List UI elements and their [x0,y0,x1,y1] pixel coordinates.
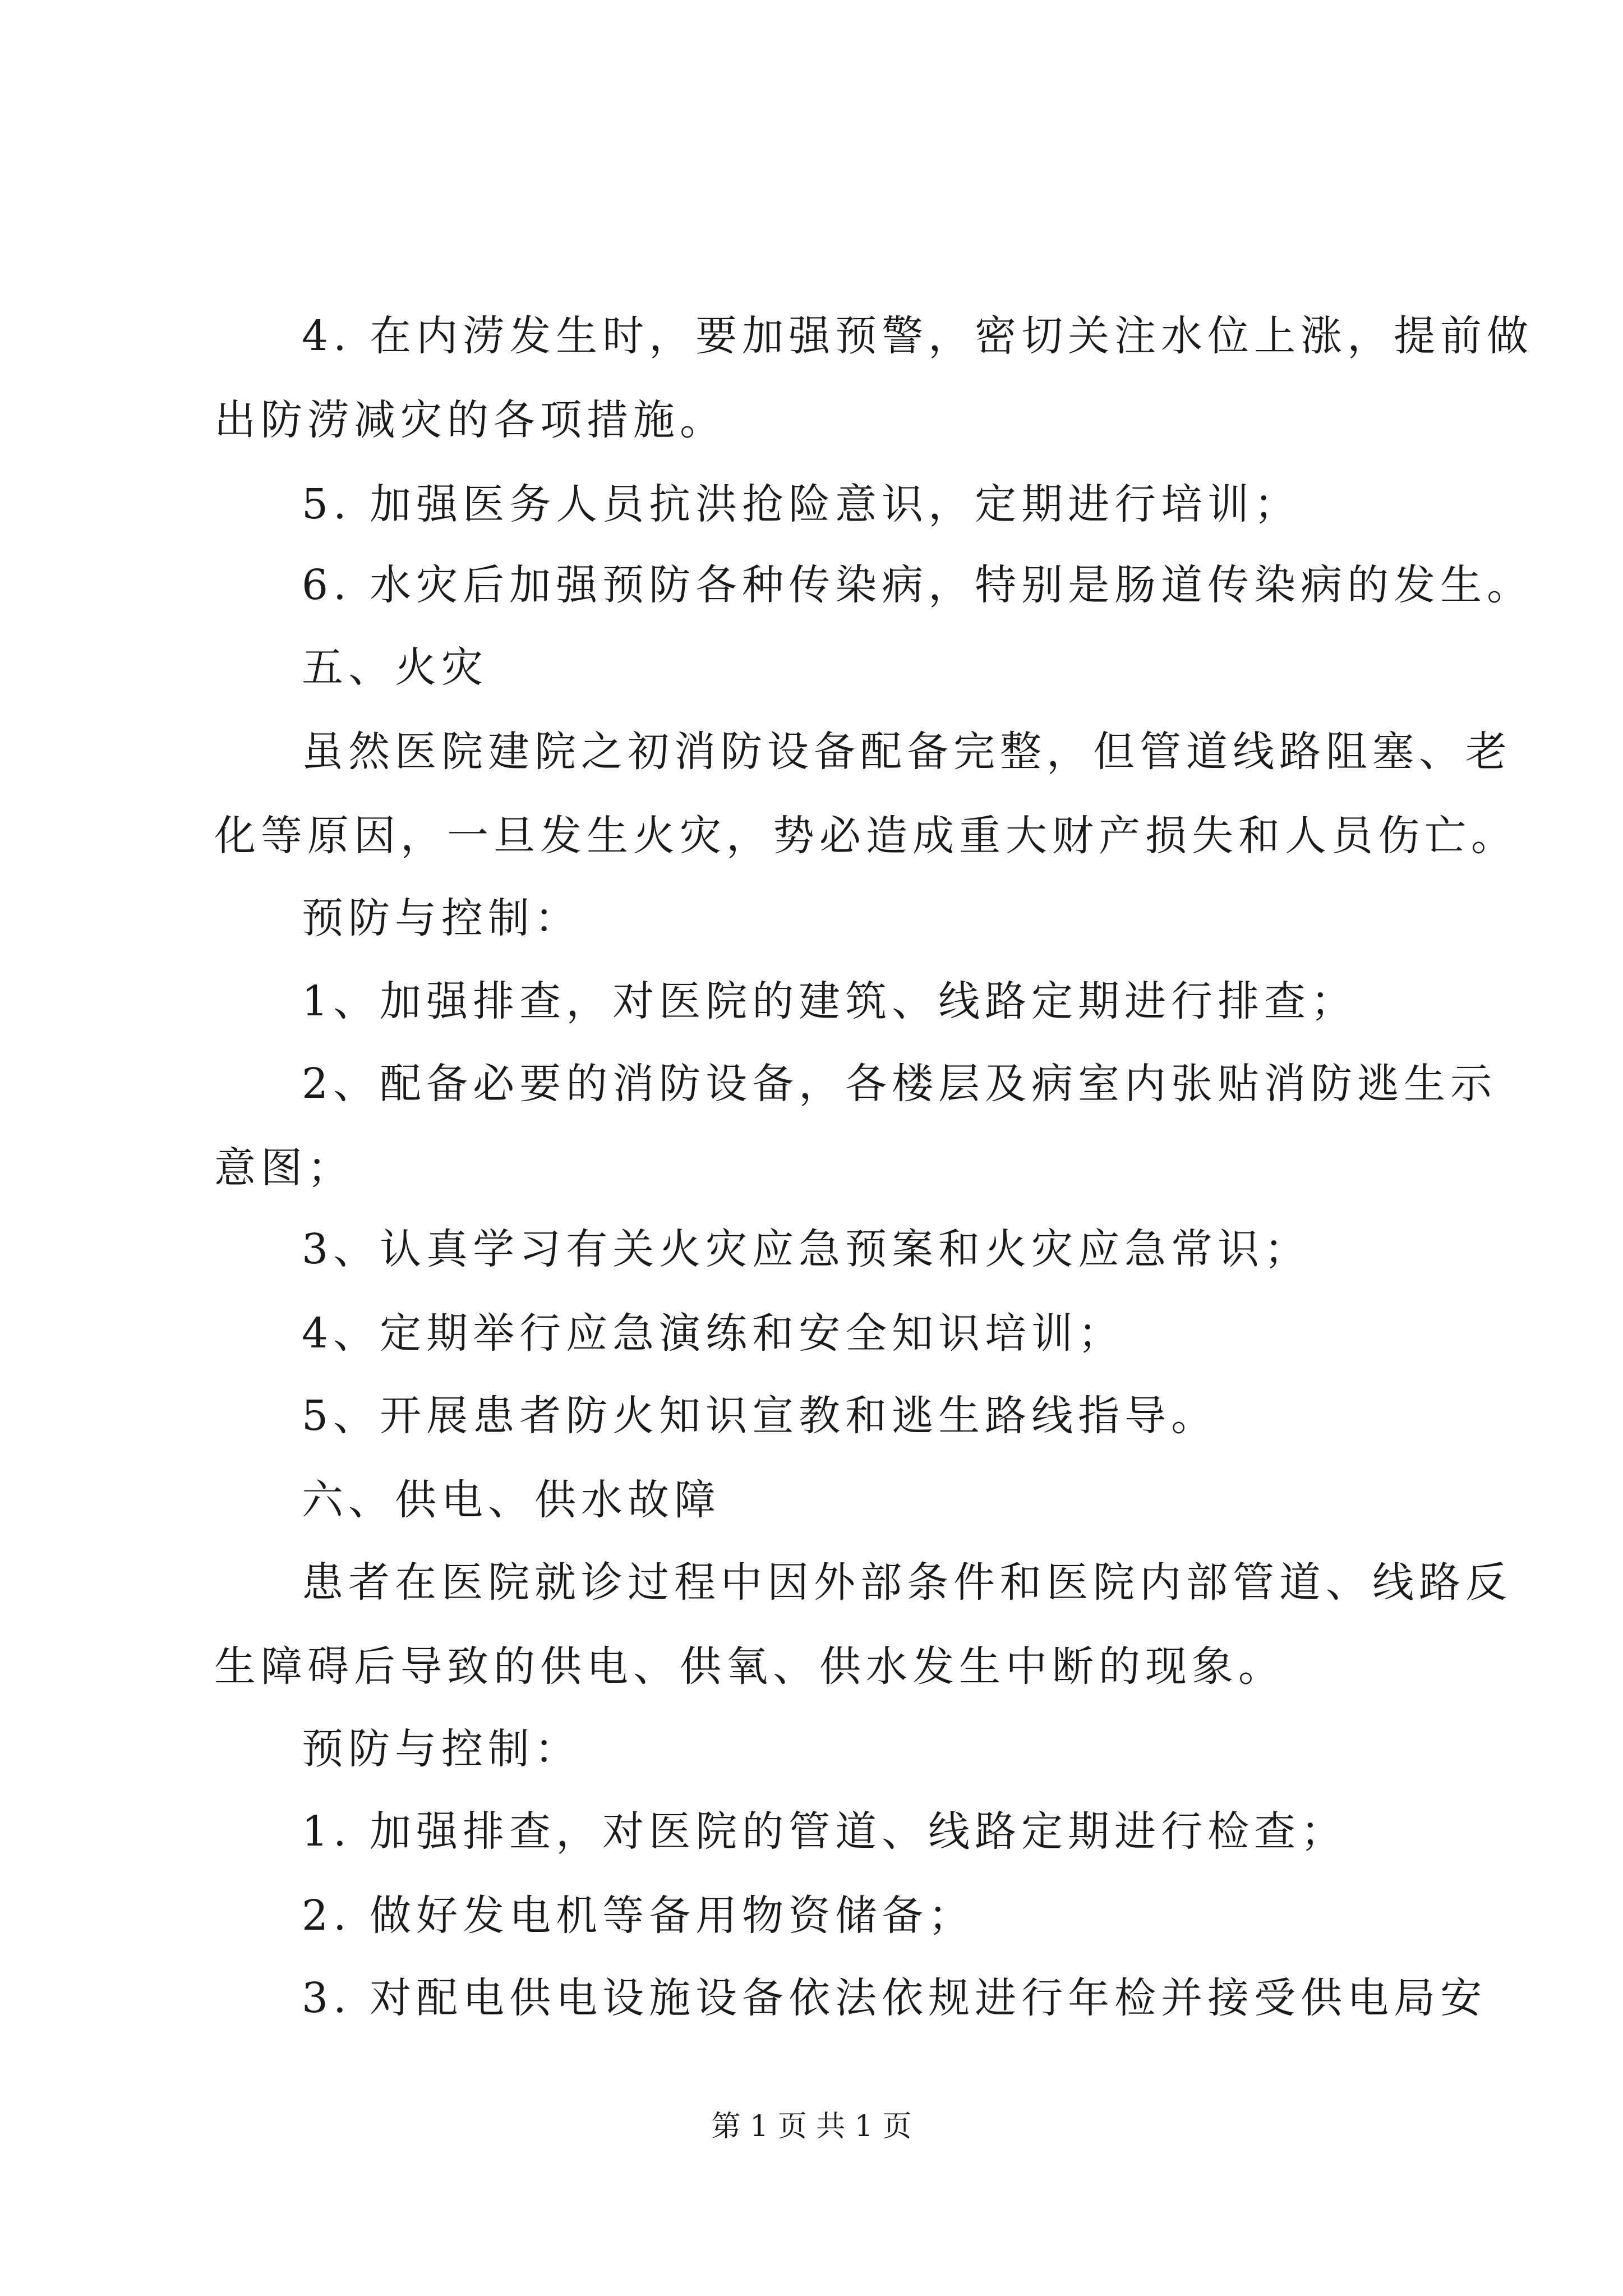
text-line: 4、定期举行应急演练和安全知识培训； [302,1309,1125,1358]
text-line: 6. 水灾后加强预防各种传染病，特别是肠道传染病的发生。 [302,561,1534,609]
text-line: 5. 加强医务人员抗洪抢险意识，定期进行培训； [302,480,1301,528]
text-line: 3. 对配电供电设施设备依法依规进行年检并接受供电局安 [302,1974,1487,2022]
text-line: 出防涝减灾的各项措施。 [214,396,726,444]
text-line: 预防与控制： [302,1725,581,1773]
section-heading: 六、供电、供水故障 [302,1476,721,1524]
text-line: 2. 做好发电机等备用物资储备； [302,1892,975,1940]
section-heading: 五、火灾 [302,643,488,692]
text-line: 预防与控制： [302,894,581,942]
text-line: 虽然医院建院之初消防设备配备完整，但管道线路阻塞、老 [302,728,1512,776]
text-line: 生障碍后导致的供电、供氧、供水发生中断的现象。 [214,1642,1285,1691]
text-line: 2、配备必要的消防设备，各楼层及病室内张贴消防逃生示 [302,1060,1497,1108]
page-footer [0,2112,1623,2141]
text-line: 意图； [214,1144,354,1192]
text-line: 5、开展患者防火知识宣教和逃生路线指导。 [302,1392,1218,1440]
text-line: 3、认真学习有关火灾应急预案和火灾应急常识； [302,1225,1311,1273]
text-line: 1. 加强排查，对医院的管道、线路定期进行检查； [302,1807,1348,1856]
text-line: 1、加强排查，对医院的建筑、线路定期进行排查； [302,977,1358,1025]
page-number-label: 第 1 页 共 1 页 [711,2110,912,2143]
text-line: 化等原因，一旦发生火灾，势必造成重大财产损失和人员伤亡。 [214,812,1518,860]
text-line: 患者在医院就诊过程中因外部条件和医院内部管道、线路反 [302,1558,1512,1607]
text-line: 4. 在内涝发生时，要加强预警，密切关注水位上涨，提前做 [302,312,1534,360]
